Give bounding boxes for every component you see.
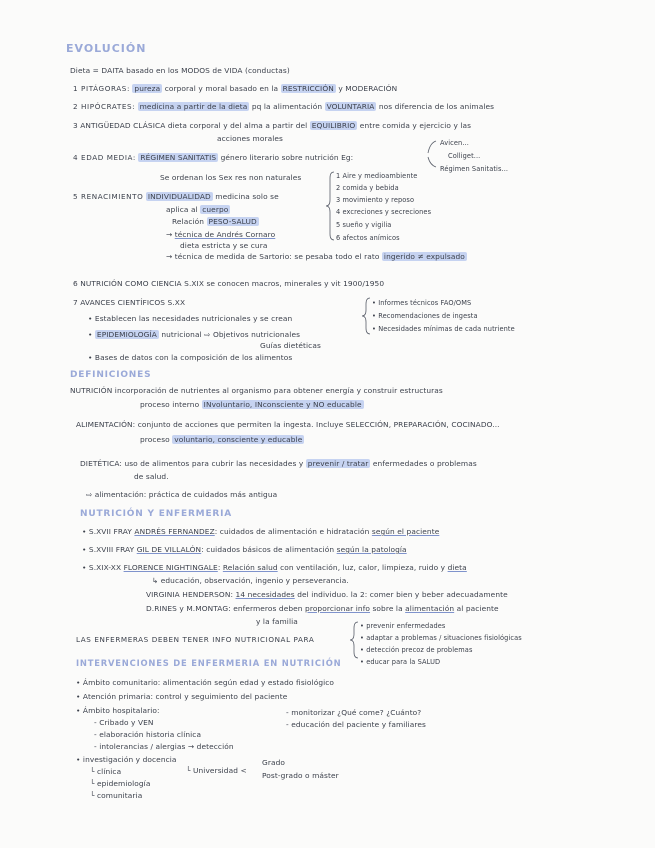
info-nutricional-label: LAS ENFERMERAS DEBEN TENER INFO NUTRICIONAL PARA (76, 635, 315, 644)
int-primaria: • Atención primaria: control y seguimiento del paciente (76, 692, 288, 701)
ne-henderson: VIRGINIA HENDERSON: 14 necesidades del individuo. la 2: comer bien y beber adecuadamente (146, 590, 508, 599)
sex-res-non-naturales: Se ordenan los Sex res non naturales (160, 173, 302, 182)
hosp-left-1: - Cribado y VEN (94, 718, 154, 727)
hosp-left-2: - elaboración historia clínica (94, 730, 202, 739)
title-definiciones: DEFINICIONES (70, 370, 152, 380)
uni-postgrado: Post-grado o máster (262, 771, 339, 780)
item-renacimiento: 5 RENACIMIENTO INDIVIDUALIDAD medicina solo se (73, 192, 279, 201)
item-pitagoras: 1 PITÁGORAS: pureza corporal y moral basado en la RESTRICCIÓN y MODERACIÓN (73, 84, 398, 93)
natural-3: 3 movimiento y reposo (336, 196, 415, 204)
inv-comunitaria: └ comunitaria (90, 791, 143, 800)
tecnica-sartorio: → técnica de medida de Sartorio: se pesaba todo el rato ingerido ≠ expulsado (166, 252, 465, 261)
info-item-4: • educar para la SALUD (360, 658, 441, 666)
info-item-3: • detección precoz de problemas (360, 646, 473, 654)
title-evolucion: EVOLUCIÓN (66, 42, 147, 55)
ne-rines-montag: D.RINES y M.MONTAG: enfermeros deben proporcionar info sobre la alimentación al paciente (146, 604, 499, 613)
ne-villalon: • S.XVIII FRAY GIL DE VILLALÓN: cuidados básicos de alimentación según la patología (82, 545, 407, 554)
natural-1: 1 Aire y medioambiente (336, 172, 418, 180)
avances-right-3: • Necesidades mínimas de cada nutriente (372, 325, 515, 333)
item-nutricion-ciencia: 6 NUTRICIÓN COMO CIENCIA S.XIX se conocen macros, minerales y vit 1900/1950 (73, 279, 385, 288)
avances-b2: • EPIDEMIOLOGÍA nutricional ⇨ Objetivos nutricionales (88, 330, 301, 339)
avances-guias: Guías dietéticas (260, 341, 321, 350)
ne-rines-cont: y la familia (256, 617, 298, 626)
edad-media-ex3: Régimen Sanitatis... (440, 165, 509, 173)
item-avances: 7 AVANCES CIENTÍFICOS S.XX (73, 298, 186, 307)
inv-epidemiologia: └ epidemiología (90, 779, 151, 788)
tecnica-cornaro-cont: dieta estricta y se cura (180, 241, 268, 250)
hosp-right-1: - monitorizar ¿Qué come? ¿Cuánto? (286, 708, 422, 717)
def-alimentacion: ALIMENTACIÓN: conjunto de acciones que permiten la ingesta. Incluye SELECCIÓN, PREPARACIÓN, COCINADO... (76, 420, 500, 429)
hosp-right-2: - educación del paciente y familiares (286, 720, 426, 729)
avances-b3: • Bases de datos con la composición de los alimentos (88, 353, 293, 362)
natural-5: 5 sueño y vigilia (336, 221, 392, 229)
dieta-definition: Dieta = DAITA basado en los MODOS de VIDA (conductas) (70, 66, 290, 75)
title-intervenciones: INTERVENCIONES DE ENFERMERIA EN NUTRICIÓN (76, 658, 342, 668)
uni-grado: Grado (262, 758, 286, 767)
antiguedad-cont: acciones morales (217, 134, 284, 143)
renacimiento-cont: aplica al cuerpo (166, 205, 229, 214)
def-dietetica-cont: de salud. (134, 472, 169, 481)
avances-right-1: • Informes técnicos FAO/OMS (372, 299, 472, 307)
def-alimentacion-note: ⇨ alimentación: práctica de cuidados más antigua (86, 490, 278, 499)
avances-b1: • Establecen las necesidades nutricionales y se crean (88, 314, 293, 323)
def-dietetica: DIETÉTICA: uso de alimentos para cubrir las necesidades y prevenir / tratar enfermedades o problemas (80, 459, 477, 468)
info-item-2: • adaptar a problemas / situaciones fisiológicas (360, 634, 522, 642)
edad-media-ex2: Colliget... (448, 152, 481, 160)
def-nutricion: NUTRICIÓN incorporación de nutrientes al organismo para obtener energía y construir estructuras (70, 386, 443, 395)
natural-2: 2 comida y bebida (336, 184, 399, 192)
ne-nightingale-cont: ↳ educación, observación, ingenio y perseverancia. (152, 576, 349, 585)
relacion-peso-salud: Relación PESO-SALUD (172, 217, 257, 226)
info-item-1: • prevenir enfermedades (360, 622, 446, 630)
item-edad-media: 4 EDAD MEDIA: RÉGIMEN SANITATIS género literario sobre nutrición Eg: (73, 153, 354, 162)
ne-fernandez: • S.XVII FRAY ANDRÉS FERNANDEZ: cuidados de alimentación e hidratación según el paciente (82, 527, 440, 536)
title-nutricion-enfermeria: NUTRICIÓN Y ENFERMERIA (80, 509, 233, 519)
hosp-left-3: - intolerancias / alergias → detección (94, 742, 234, 751)
tecnica-cornaro: → técnica de Andrés Cornaro (166, 230, 276, 239)
avances-right-2: • Recomendaciones de ingesta (372, 312, 478, 320)
def-alimentacion-cont: proceso voluntario, consciente y educable (140, 435, 303, 444)
item-hipocrates: 2 HIPÓCRATES: medicina a partir de la dieta pq la alimentación VOLUNTARIA nos diferencia de los animales (73, 102, 495, 111)
universidad: └ Universidad < (186, 766, 247, 775)
ne-nightingale: • S.XIX-XX FLORENCE NIGHTINGALE: Relación salud con ventilación, luz, calor, limpieza, ruido y dieta (82, 563, 467, 572)
natural-4: 4 excreciones y secreciones (336, 208, 432, 216)
int-investigacion: • investigación y docencia (76, 755, 177, 764)
edad-media-ex1: Avicen... (440, 139, 469, 147)
def-nutricion-cont: proceso interno INvoluntario, INconsciente y NO educable (140, 400, 362, 409)
int-comunitario: • Ámbito comunitario: alimentación según edad y estado fisiológico (76, 678, 335, 687)
item-antiguedad: 3 ANTIGÜEDAD CLÁSICA dieta corporal y del alma a partir del EQUILIBRIO entre comida y ejercicio y las (73, 121, 472, 130)
inv-clinica: └ clínica (90, 767, 122, 776)
int-hospitalario: • Ámbito hospitalario: (76, 706, 160, 715)
natural-6: 6 afectos anímicos (336, 234, 400, 242)
